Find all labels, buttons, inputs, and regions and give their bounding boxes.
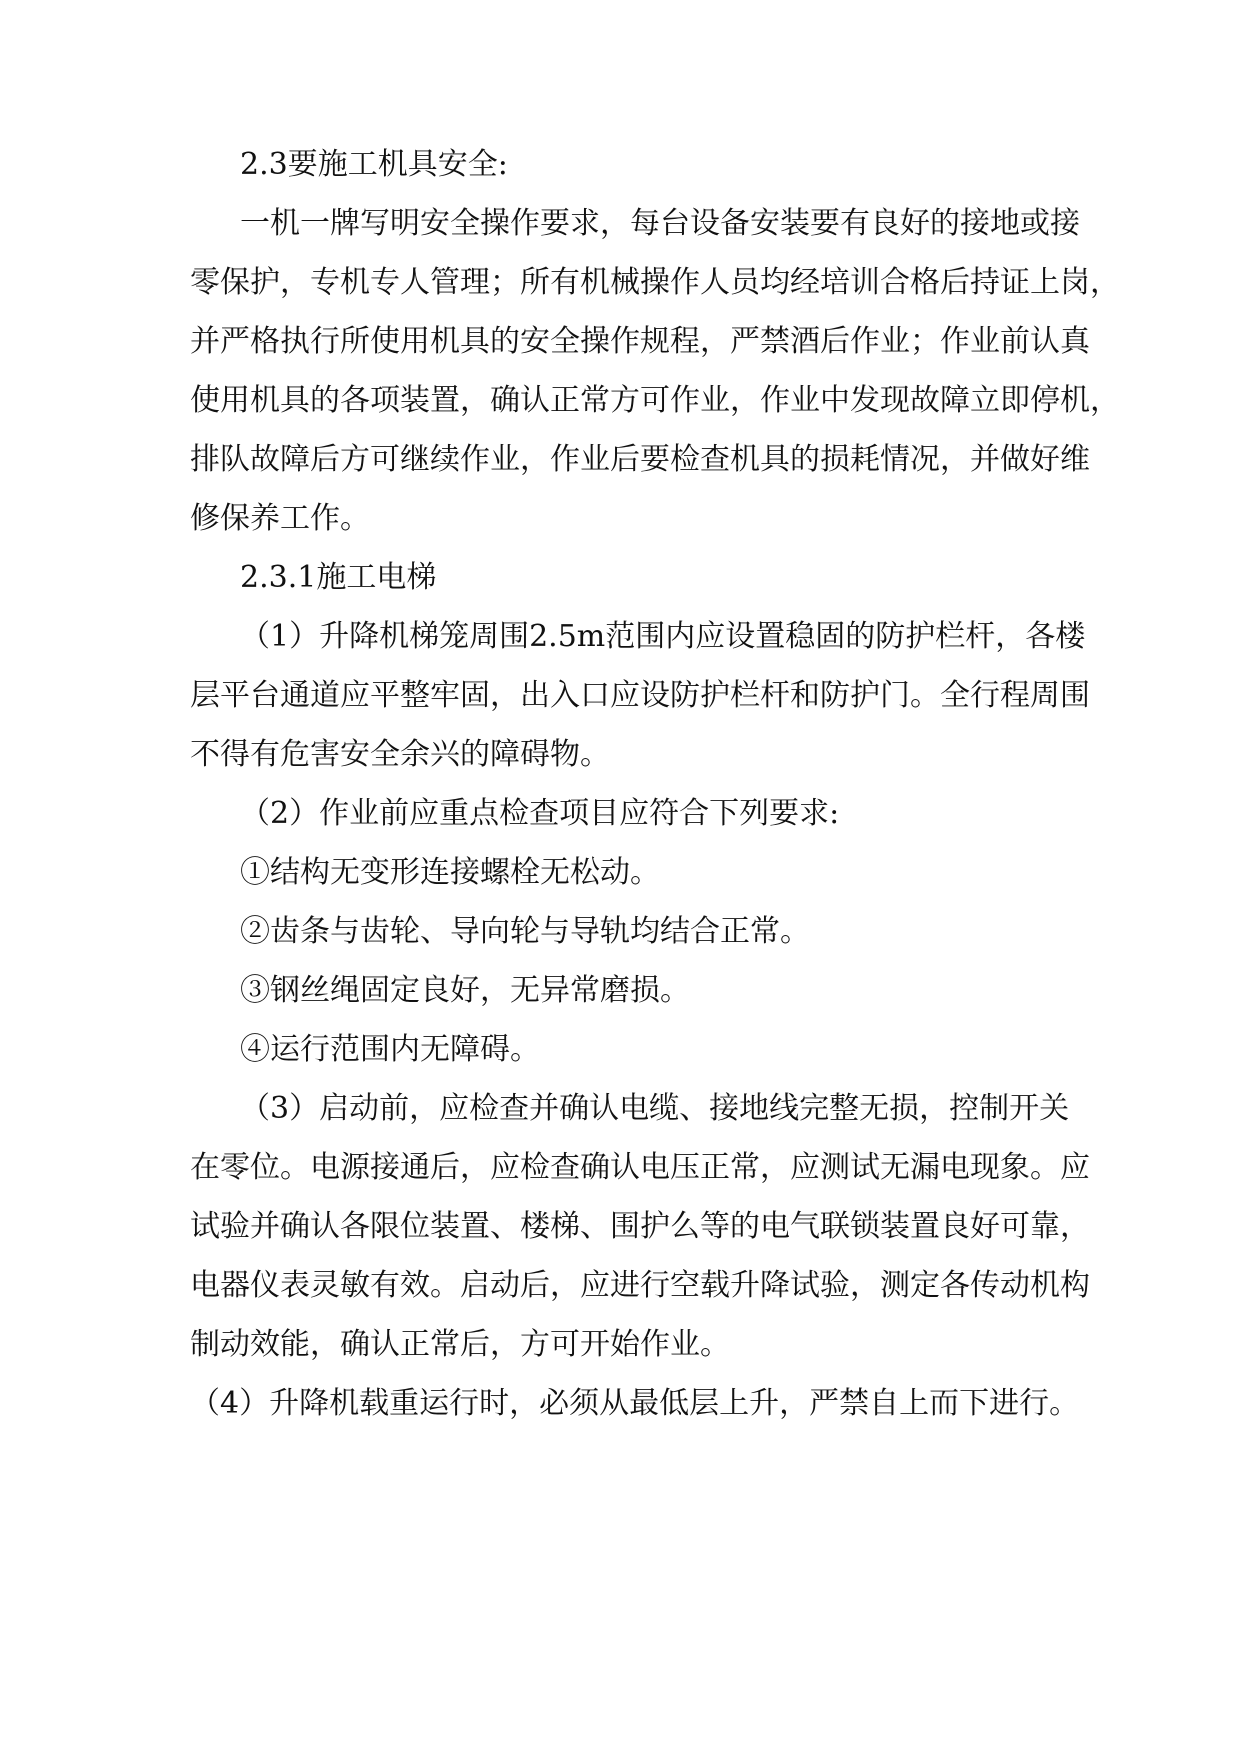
item-line: 层平台通道应平整牢固，出入口应设防护栏杆和防护门。全行程周围 (190, 678, 1090, 713)
paragraph-line: 修保养工作。 (190, 501, 370, 536)
item-line: （4）升降机载重运行时，必须从最低层上升，严禁自上而下进行。 (190, 1386, 1080, 1421)
sub-item: ③钢丝绳固定良好，无异常磨损。 (240, 973, 690, 1008)
item-line: 在零位。电源接通后，应检查确认电压正常，应测试无漏电现象。应 (190, 1150, 1090, 1185)
paragraph-line: 使用机具的各项装置，确认正常方可作业，作业中发现故障立即停机， (190, 383, 1120, 418)
item-line: 制动效能，确认正常后，方可开始作业。 (190, 1327, 730, 1362)
paragraph-line: 一机一牌写明安全操作要求，每台设备安装要有良好的接地或接 (240, 206, 1080, 241)
item-line: 电器仪表灵敏有效。启动后，应进行空载升降试验，测定各传动机构 (190, 1268, 1090, 1303)
paragraph-line: 排队故障后方可继续作业，作业后要检查机具的损耗情况，并做好维 (190, 442, 1090, 477)
paragraph-line: 零保护，专机专人管理；所有机械操作人员均经培训合格后持证上岗， (190, 265, 1120, 300)
sub-item: ①结构无变形连接螺栓无松动。 (240, 855, 660, 890)
paragraph-line: 并严格执行所使用机具的安全操作规程，严禁酒后作业；作业前认真 (190, 324, 1090, 359)
section-heading: 2.3.1施工电梯 (240, 560, 437, 595)
item-line: （3）启动前，应检查并确认电缆、接地线完整无损，控制开关 (240, 1091, 1070, 1126)
item-line: 不得有危害安全余兴的障碍物。 (190, 737, 610, 772)
sub-item: ④运行范围内无障碍。 (240, 1032, 540, 1067)
item-line: 试验并确认各限位装置、楼梯、围护么等的电气联锁装置良好可靠， (190, 1209, 1090, 1244)
item-lead: （2）作业前应重点检查项目应符合下列要求: (240, 796, 840, 831)
section-heading: 2.3要施工机具安全: (240, 147, 508, 182)
sub-item: ②齿条与齿轮、导向轮与导轨均结合正常。 (240, 914, 810, 949)
item-line: （1）升降机梯笼周围2.5m范围内应设置稳固的防护栏杆，各楼 (240, 619, 1086, 654)
